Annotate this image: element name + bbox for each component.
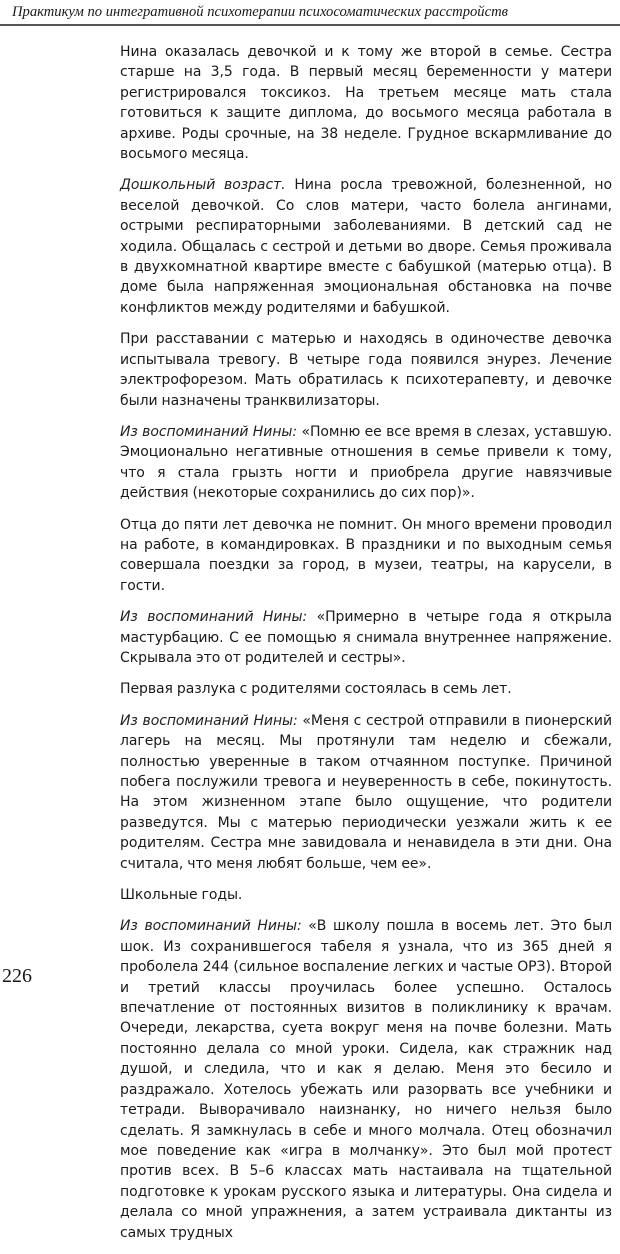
paragraph-lead: Из воспоминаний Нины: <box>120 712 298 729</box>
paragraph <box>120 916 612 1243</box>
paragraph-lead: Из воспоминаний Нины: <box>120 423 298 440</box>
paragraph <box>120 607 612 668</box>
paragraph-lead: Дошкольный возраст. <box>120 177 286 194</box>
paragraph-lead: Из воспоминаний Нины: <box>120 918 302 935</box>
paragraph-text: При расставании с матерью и находясь в одиночестве девочка испытывала тревогу. В четыре года появился энурез. Лечение электрофорезом. Мать обратилась к психотерапевту, и девочке были назначены транквилизаторы. <box>120 331 612 409</box>
paragraph <box>120 175 612 318</box>
paragraph-text: Нина оказалась девочкой и к тому же второй в семье. Сестра старше на 3,5 года. В первый месяц беременности у матери регистрировался токсикоз. На третьем месяце мать стала готовиться к защите диплома, до восьмого месяца работала в архиве. Роды срочные, на 38 неделе. Грудное вскармливание до восьмого месяца. <box>120 44 612 163</box>
paragraph-text: Первая разлука с родителями состоялась в семь лет. <box>120 681 512 698</box>
paragraph-text: Отца до пяти лет девочка не помнит. Он много времени проводил на работе, в командировках. В праздники и по выходным семья совершала поездки за город, в музеи, театры, на карусели, в гости. <box>120 516 612 594</box>
paragraph-text: «Меня с сестрой отправили в пионерский лагерь на месяц. Мы протянули там неделю и сбежали, полностью уверенные в таком отчаянном поступке. Причиной побега послужили тревога и неуверенность в себе, покинутость. На этом жизненном этапе было ощущение, что родители разведутся. Мы с матерью периодически уезжали жить к ее родителям. Сестра мне завидовала и ненавидела в эти дни. Она считала, что меня любят больше, чем ее». <box>120 712 612 872</box>
body-text <box>120 42 612 1254</box>
paragraph-lead: Из воспоминаний Нины: <box>120 609 308 626</box>
paragraph <box>120 515 612 597</box>
paragraph-text: «Помню ее все время в слезах, уставшую. Эмоционально негативные отношения в семье привели к тому, что я стала грызть ногти и приобрела другие навязчивые действия (некоторые сохранились до сих пор)». <box>120 423 612 502</box>
paragraph <box>120 42 612 164</box>
paragraph <box>120 885 612 905</box>
paragraph-text: Школьные годы. <box>120 887 243 904</box>
running-header: Практикум по интегративной психотерапии психосоматических расстройств <box>12 4 508 20</box>
paragraph <box>120 711 612 874</box>
paragraph-text: «Примерно в четыре года я открыла мастурбацию. С ее помощью я снимала внутреннее напряжение. Скрывала это от родителей и сестры». <box>120 609 612 666</box>
paragraph <box>120 679 612 699</box>
paragraph <box>120 329 612 411</box>
header-rule <box>0 24 620 26</box>
paragraph-text: Нина росла тревожной, болезненной, но веселой девочкой. Со слов матери, часто болела ангинами, острыми респираторными заболеваниями. В детский сад не ходила. Общалась с сестрой и детьми во дворе. Семья проживала в двухкомнатной квартире вместе с бабушкой (матерью отца). В доме была напряженная эмоциональная обстановка на почве конфликтов между родителями и бабушкой. <box>120 177 612 316</box>
paragraph-text: «В школу пошла в восемь лет. Это был шок. Из сохранившегося табеля я узнала, что из 365 дней я проболела 244 (сильное воспаление легких и частые ОРЗ). Второй и третий классы проучилась более успешно. Осталось впечатление от постоянных визитов в поликлинику к врачам. Очереди, лекарства, суета вокруг меня на почве болезни. Мать постоянно делала со мной уроки. Сидела, как стражник над душой, и следила, что и как я делаю. Меня это бесило и раздражало. Хотелось убежать или разорвать все учебники и тетради. Выворачивало наизнанку, но ничего нельзя было сделать. Я замкнулась в себе и много молчала. Отец обозначил мое поведение как «игра в молчанку». Это был мой протест против всех. В 5–6 классах мать настаивала на тщательной подготовке к урокам русского языка и литературы. Она сидела и делала со мной упражнения, а затем устраивала диктанты из самых трудных <box>120 918 612 1241</box>
page-number: 226 <box>2 965 32 987</box>
paragraph <box>120 422 612 504</box>
